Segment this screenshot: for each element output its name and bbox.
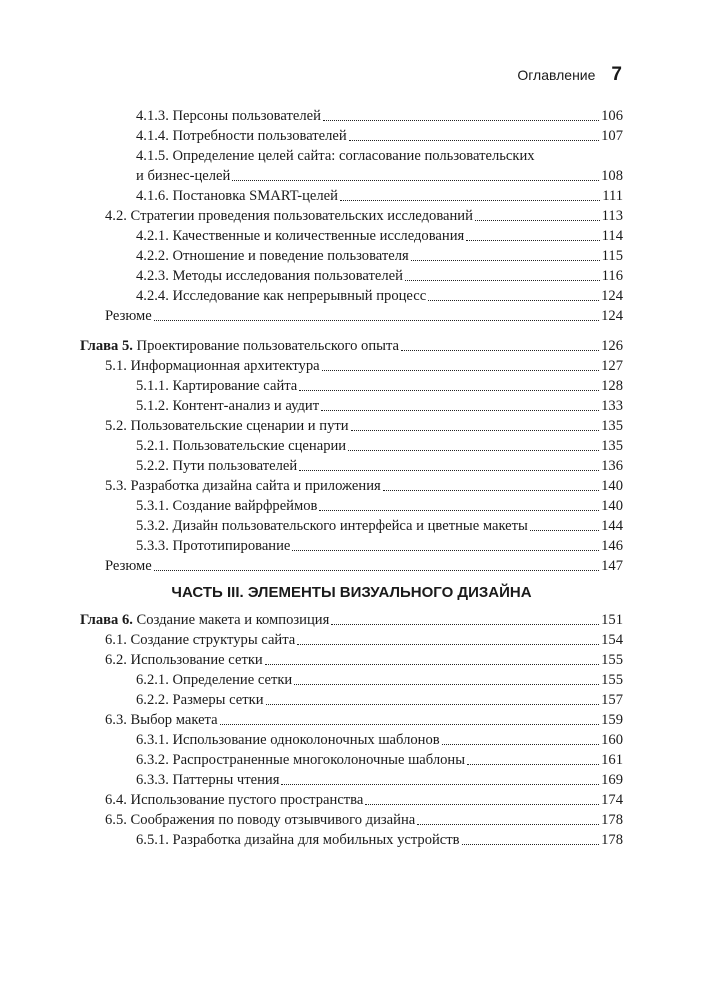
toc-entry[interactable]: [80, 106, 623, 126]
toc-entry-page: 107: [601, 128, 623, 144]
toc-entry-label: Резюме: [105, 558, 152, 574]
dot-leader: [154, 320, 599, 321]
toc-entry[interactable]: [80, 790, 623, 810]
toc-entry[interactable]: [80, 266, 623, 286]
toc-entry-label: 4.2.4. Исследование как непрерывный процесс: [136, 288, 427, 304]
dot-leader: [530, 530, 599, 531]
toc-entry-wrapped[interactable]: [80, 146, 623, 186]
toc-entry-page: 135: [601, 418, 623, 434]
toc-entry-page: 124: [601, 308, 623, 324]
chapter-number: Глава 5.: [80, 338, 133, 354]
toc-entry-page: 178: [601, 832, 623, 848]
toc-entry[interactable]: [80, 476, 623, 496]
toc-entry-label: 5.1. Информационная архитектура: [105, 358, 320, 374]
toc-entry[interactable]: [80, 396, 623, 416]
toc-entry-label: 5.3.1. Создание вайрфреймов: [136, 498, 318, 514]
toc-entry[interactable]: [80, 730, 623, 750]
dot-leader: [154, 570, 599, 571]
toc-entry[interactable]: [80, 416, 623, 436]
toc-entry-page: 108: [601, 168, 623, 184]
dot-leader: [322, 370, 600, 371]
toc-entry[interactable]: [80, 630, 623, 650]
toc-entry-label: 4.2. Стратегии проведения пользовательских исследований: [105, 208, 473, 224]
dot-leader: [467, 764, 599, 765]
toc-entry-label: 4.1.6. Постановка SMART-целей: [136, 188, 338, 204]
toc-entry-page: 124: [601, 288, 623, 304]
toc-entry-page: 174: [601, 792, 623, 808]
toc-entry-page: 116: [601, 268, 623, 284]
toc-entry-label: 5.2. Пользовательские сценарии и пути: [105, 418, 349, 434]
toc-entry[interactable]: [80, 516, 623, 536]
toc-entry-label: 6.5.1. Разработка дизайна для мобильных устройств: [136, 832, 460, 848]
toc-entry-page: 127: [601, 358, 623, 374]
toc-entry[interactable]: [80, 690, 623, 710]
running-head: [517, 64, 622, 86]
toc-entry[interactable]: [80, 556, 623, 576]
toc-entry-label: 6.3.2. Распространенные многоколоночные шаблоны: [136, 752, 466, 768]
toc-entry[interactable]: [80, 186, 623, 206]
toc-entry-page: 159: [601, 712, 623, 728]
toc-entry-page: 135: [601, 438, 623, 454]
toc-entry-page: 151: [601, 612, 623, 628]
toc-entry[interactable]: [80, 306, 623, 326]
dot-leader: [462, 844, 600, 845]
toc-entry-page: 155: [601, 652, 623, 668]
toc-entry[interactable]: [80, 286, 623, 306]
toc-entry[interactable]: [80, 536, 623, 556]
dot-leader: [417, 824, 599, 825]
page-number: 7: [611, 64, 622, 85]
chapter-number: Глава 6.: [80, 612, 133, 628]
dot-leader: [365, 804, 599, 805]
toc-entry-page: 128: [601, 378, 623, 394]
toc-entry-label-line1: 4.1.5. Определение целей сайта: согласование пользовательских: [136, 148, 535, 164]
toc-entry-label: 6.3. Выбор макета: [105, 712, 218, 728]
toc-entry-label: 4.2.3. Методы исследования пользователей: [136, 268, 403, 284]
toc-entry[interactable]: [80, 206, 623, 226]
toc-entry-label: 4.1.4. Потребности пользователей: [136, 128, 347, 144]
toc-entry-page: 114: [601, 228, 623, 244]
toc-entry[interactable]: [80, 436, 623, 456]
chapter-title: Создание макета и композиция: [132, 612, 330, 628]
toc-entry-label: Резюме: [105, 308, 152, 324]
dot-leader: [323, 120, 599, 121]
dot-leader: [331, 624, 599, 625]
toc-entry-label: 6.2.2. Размеры сетки: [136, 692, 264, 708]
toc-entry-page: 147: [601, 558, 623, 574]
toc-entry[interactable]: [80, 810, 623, 830]
dot-leader: [383, 490, 599, 491]
toc-chapter-entry[interactable]: [80, 336, 623, 356]
toc-entry-page: 157: [601, 692, 623, 708]
dot-leader: [401, 350, 599, 351]
toc-entry-label: 6.4. Использование пустого пространства: [105, 792, 364, 808]
toc-entry[interactable]: [80, 670, 623, 690]
toc-entry-page: 133: [601, 398, 623, 414]
toc-entry[interactable]: [80, 710, 623, 730]
toc-entry[interactable]: [80, 456, 623, 476]
toc-entry-page: 155: [601, 672, 623, 688]
dot-leader: [411, 260, 600, 261]
dot-leader: [405, 280, 600, 281]
toc-entry[interactable]: [80, 750, 623, 770]
toc-entry[interactable]: [80, 226, 623, 246]
toc-entry-page: 154: [601, 632, 623, 648]
toc-entry-label: 4.2.2. Отношение и поведение пользователя: [136, 248, 409, 264]
dot-leader: [299, 470, 599, 471]
toc-entry-page: 126: [601, 338, 623, 354]
toc-entry[interactable]: [80, 246, 623, 266]
toc-entry-label-line2: и бизнес-целей: [136, 168, 231, 184]
running-head-title: Оглавление: [517, 67, 596, 83]
toc-entry[interactable]: [80, 376, 623, 396]
toc-entry-label: 6.5. Соображения по поводу отзывчивого дизайна: [105, 812, 416, 828]
toc-entry[interactable]: [80, 356, 623, 376]
dot-leader: [292, 550, 599, 551]
dot-leader: [294, 684, 599, 685]
toc-entry-page: 115: [601, 248, 623, 264]
dot-leader: [297, 644, 599, 645]
dot-leader: [299, 390, 599, 391]
table-of-contents: [80, 106, 623, 850]
toc-entry-page: 161: [601, 752, 623, 768]
dot-leader: [428, 300, 599, 301]
toc-entry-label: 5.3. Разработка дизайна сайта и приложения: [105, 478, 381, 494]
toc-entry-page: 136: [601, 458, 623, 474]
dot-leader: [220, 724, 600, 725]
toc-entry-page: 169: [601, 772, 623, 788]
toc-entry[interactable]: [80, 830, 623, 850]
toc-entry-page: 106: [601, 108, 623, 124]
toc-entry-label: 6.2. Использование сетки: [105, 652, 263, 668]
toc-entry-label: 6.3.3. Паттерны чтения: [136, 772, 280, 788]
toc-entry-label: 5.2.2. Пути пользователей: [136, 458, 298, 474]
part-heading: ЧАСТЬ III. ЭЛЕМЕНТЫ ВИЗУАЛЬНОГО ДИЗАЙНА: [171, 584, 532, 601]
toc-entry-page: 140: [601, 478, 623, 494]
dot-leader: [266, 704, 600, 705]
toc-entry-page: 111: [602, 188, 623, 204]
toc-entry[interactable]: [80, 126, 623, 146]
dot-leader: [348, 450, 599, 451]
toc-entry[interactable]: [80, 496, 623, 516]
dot-leader: [319, 510, 599, 511]
dot-leader: [265, 664, 599, 665]
toc-entry-page: 160: [601, 732, 623, 748]
dot-leader: [321, 410, 599, 411]
toc-chapter-entry[interactable]: [80, 610, 623, 630]
dot-leader: [442, 744, 599, 745]
toc-entry[interactable]: [80, 770, 623, 790]
toc-entry-label: 6.1. Создание структуры сайта: [105, 632, 296, 648]
toc-entry-page: 113: [601, 208, 623, 224]
dot-leader: [466, 240, 599, 241]
toc-entry-page: 144: [601, 518, 623, 534]
chapter-title: Проектирование пользовательского опыта: [132, 338, 399, 354]
dot-leader: [349, 140, 599, 141]
dot-leader: [340, 200, 600, 201]
toc-entry-label: 5.2.1. Пользовательские сценарии: [136, 438, 347, 454]
dot-leader: [351, 430, 600, 431]
toc-entry-label: 4.1.3. Персоны пользователей: [136, 108, 321, 124]
toc-entry-label: 6.3.1. Использование одноколоночных шаблонов: [136, 732, 440, 748]
dot-leader: [475, 220, 600, 221]
toc-entry-label: 5.1.2. Контент-анализ и аудит: [136, 398, 320, 414]
toc-entry-label: 5.3.3. Прототипирование: [136, 538, 291, 554]
toc-entry-page: 140: [601, 498, 623, 514]
spacer: [80, 326, 623, 336]
toc-entry-label: 5.1.1. Картирование сайта: [136, 378, 298, 394]
dot-leader: [232, 180, 599, 181]
toc-entry-label: 5.3.2. Дизайн пользовательского интерфейса и цветные макеты: [136, 518, 528, 534]
toc-entry-label: 4.2.1. Качественные и количественные исследования: [136, 228, 465, 244]
toc-entry[interactable]: [80, 650, 623, 670]
toc-entry-label: 6.2.1. Определение сетки: [136, 672, 293, 688]
toc-entry-page: 178: [601, 812, 623, 828]
toc-entry-page: 146: [601, 538, 623, 554]
dot-leader: [281, 784, 599, 785]
